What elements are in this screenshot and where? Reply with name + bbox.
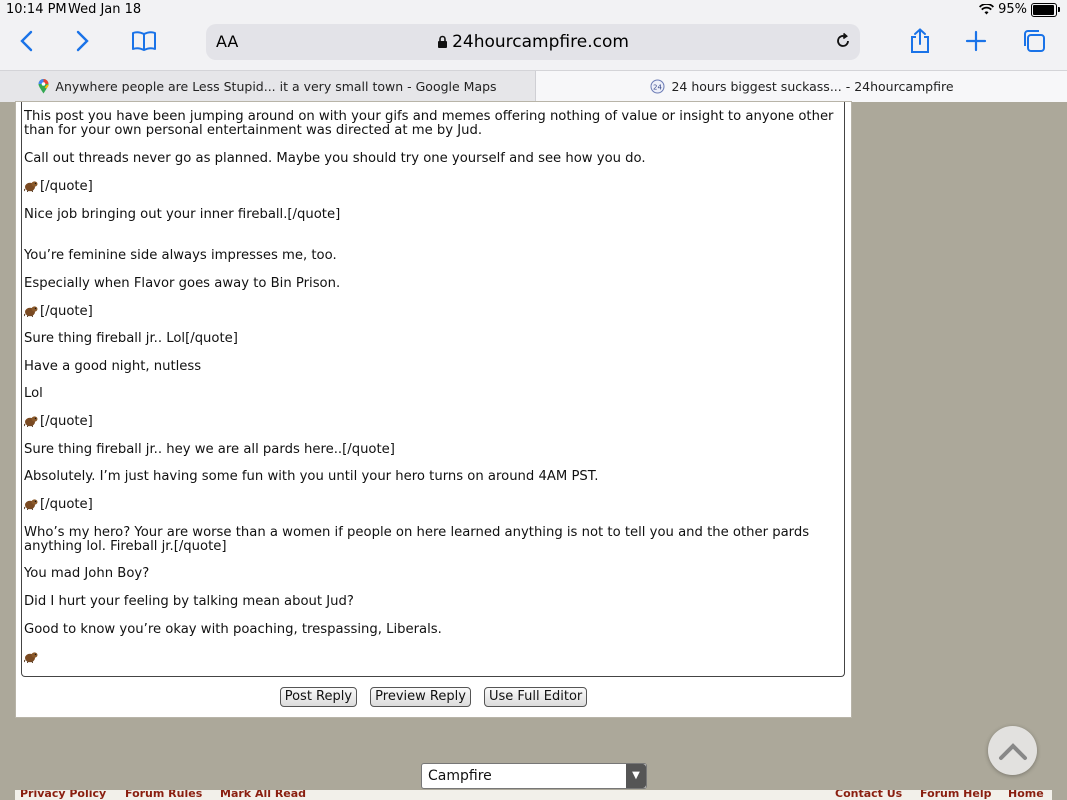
beaver-emoji-icon bbox=[24, 498, 38, 510]
beaver-emoji-icon bbox=[24, 180, 38, 192]
tabs-icon bbox=[1022, 29, 1046, 53]
forum-jump-value: Campfire bbox=[428, 768, 492, 784]
post-line bbox=[24, 180, 93, 194]
footer-link-help[interactable]: Forum Help bbox=[920, 790, 992, 800]
post-line bbox=[24, 360, 201, 374]
post-line-text: Who’s my hero? Your are worse than a women if people on here learned anything is not to tell you and the other pards bbox=[24, 525, 810, 540]
post-reply-button[interactable]: Post Reply bbox=[280, 687, 357, 707]
post-line bbox=[24, 110, 833, 124]
svg-text:24: 24 bbox=[653, 83, 663, 92]
post-line bbox=[24, 498, 93, 512]
use-full-editor-button[interactable]: Use Full Editor bbox=[484, 687, 587, 707]
post-line-text: anything lol. Fireball jr.[/quote] bbox=[24, 539, 227, 554]
chevron-up-icon bbox=[998, 741, 1028, 761]
footer-link-contact[interactable]: Contact Us bbox=[835, 790, 903, 800]
battery-icon bbox=[1031, 3, 1057, 17]
post-line bbox=[24, 332, 238, 346]
lock-icon bbox=[437, 35, 448, 49]
beaver-emoji-icon bbox=[24, 415, 38, 427]
post-line bbox=[24, 567, 149, 581]
post-line-text: This post you have been jumping around on with your gifs and memes offering nothing of value or insight to anyone other bbox=[24, 109, 834, 124]
post-line-text: [/quote] bbox=[40, 304, 93, 319]
bookmarks-button[interactable] bbox=[127, 24, 161, 58]
url-display[interactable] bbox=[206, 32, 860, 52]
google-maps-icon bbox=[38, 79, 49, 94]
post-line bbox=[24, 305, 93, 319]
status-date: Wed Jan 18 bbox=[68, 2, 142, 17]
footer-bar bbox=[15, 790, 1052, 800]
post-line bbox=[24, 387, 43, 401]
post-line bbox=[24, 470, 598, 484]
battery-percent: 95% bbox=[998, 2, 1027, 17]
post-line-text: [/quote] bbox=[40, 497, 93, 512]
post-line-text: than for your own personal entertainment was directed at me by Jud. bbox=[24, 123, 483, 138]
preview-reply-button[interactable]: Preview Reply bbox=[370, 687, 471, 707]
status-time: 10:14 PM bbox=[6, 2, 67, 17]
post-line bbox=[24, 540, 227, 554]
tabs-overview-button[interactable] bbox=[1017, 24, 1051, 58]
post-line-text: Nice job bringing out your inner fireball.[/quote] bbox=[24, 207, 341, 222]
campfire-favicon-icon bbox=[650, 79, 665, 94]
post-line-text: [/quote] bbox=[40, 414, 93, 429]
beaver-emoji-icon bbox=[24, 651, 38, 663]
post-line bbox=[24, 208, 340, 222]
forum-jump-select[interactable] bbox=[421, 763, 647, 789]
address-bar[interactable] bbox=[206, 24, 860, 60]
new-tab-button[interactable] bbox=[959, 24, 993, 58]
tab-label: 24 hours biggest suckass... - 24hourcampfire bbox=[671, 79, 954, 94]
footer-link-rules[interactable]: Forum Rules bbox=[125, 790, 203, 800]
reply-textarea[interactable] bbox=[21, 102, 845, 677]
forward-button[interactable] bbox=[66, 24, 100, 58]
post-line-text: Especially when Flavor goes away to Bin Prison. bbox=[24, 276, 341, 291]
tab-24hourcampfire[interactable] bbox=[535, 71, 1067, 102]
forward-icon bbox=[76, 30, 90, 52]
post-line-text: Good to know you’re okay with poaching, trespassing, Liberals. bbox=[24, 622, 442, 637]
tab-google-maps[interactable] bbox=[0, 71, 535, 102]
post-line-text: You mad John Boy? bbox=[24, 566, 150, 581]
new-tab-icon bbox=[965, 30, 987, 52]
post-line bbox=[24, 526, 809, 540]
footer-link-mark-read[interactable]: Mark All Read bbox=[220, 790, 307, 800]
post-line-text: Sure thing fireball jr.. Lol[/quote] bbox=[24, 331, 238, 346]
post-line bbox=[24, 415, 93, 429]
text-size-button[interactable]: AA bbox=[216, 32, 239, 51]
back-icon bbox=[19, 30, 33, 52]
post-line bbox=[24, 443, 395, 457]
status-bar bbox=[0, 0, 1067, 20]
wifi-icon bbox=[979, 4, 994, 15]
post-line bbox=[24, 152, 646, 166]
chevron-down-icon: ▼ bbox=[626, 764, 646, 788]
url-text: 24hourcampfire.com bbox=[452, 32, 629, 52]
post-line bbox=[24, 277, 340, 291]
post-line-text: You’re feminine side always impresses me, too. bbox=[24, 248, 337, 263]
post-line bbox=[24, 623, 442, 637]
tab-label: Anywhere people are Less Stupid... it a very small town - Google Maps bbox=[55, 79, 497, 94]
browser-chrome bbox=[0, 0, 1067, 101]
post-line bbox=[24, 651, 40, 665]
post-line-text: Absolutely. I’m just having some fun with you until your hero turns on around 4AM PST. bbox=[24, 469, 599, 484]
reply-buttons bbox=[16, 685, 851, 707]
post-line-text: Lol bbox=[24, 386, 43, 401]
tab-bar bbox=[0, 70, 1067, 102]
back-button[interactable] bbox=[9, 24, 43, 58]
battery-level bbox=[1033, 5, 1054, 15]
post-line bbox=[24, 595, 354, 609]
post-line-text: Have a good night, nutless bbox=[24, 359, 202, 374]
post-line-text: [/quote] bbox=[40, 179, 93, 194]
post-line bbox=[24, 124, 482, 138]
post-line bbox=[24, 249, 337, 263]
post-line-text: Call out threads never go as planned. Maybe you should try one yourself and see how you do. bbox=[24, 151, 646, 166]
share-button[interactable] bbox=[903, 24, 937, 58]
post-line-text: Did I hurt your feeling by talking mean about Jud? bbox=[24, 594, 354, 609]
status-right bbox=[979, 2, 1057, 17]
footer-link-privacy[interactable]: Privacy Policy bbox=[20, 790, 107, 800]
bookmarks-icon bbox=[131, 30, 157, 52]
share-icon bbox=[909, 28, 931, 54]
scroll-to-top-button[interactable] bbox=[988, 726, 1037, 775]
post-line-text: Sure thing fireball jr.. hey we are all pards here..[/quote] bbox=[24, 442, 395, 457]
reload-icon[interactable] bbox=[834, 32, 852, 50]
beaver-emoji-icon bbox=[24, 305, 38, 317]
quick-reply-panel bbox=[15, 101, 852, 718]
footer-link-home[interactable]: Home bbox=[1008, 790, 1044, 800]
